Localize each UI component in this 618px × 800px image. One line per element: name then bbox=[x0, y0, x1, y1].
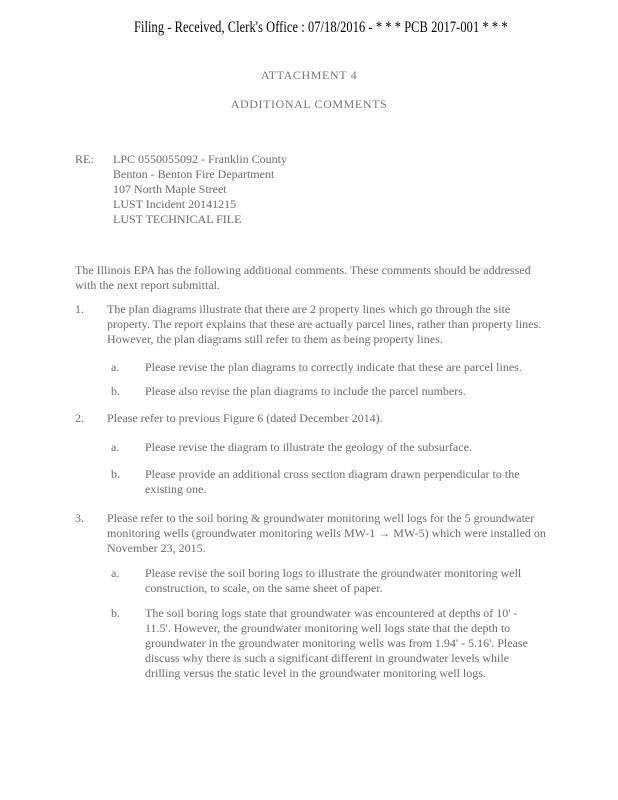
item-text: The plan diagrams illustrate that there are 2 property lines which go through the site property. The report explains that these are actually parcel lines, rather than property lines. However, the plan diagrams still refer to them as being property lines. bbox=[107, 302, 542, 346]
filing-stamp: Filing - Received, Clerk's Office : 07/18/2016 - * * * PCB 2017-001 * * * bbox=[134, 19, 508, 36]
item-text: Please refer to the soil boring & groundwater monitoring well logs for the 5 groundwater monitoring wells (groundwater monitoring wells MW-1 → MW-5) which were installed on November 23, 2015. bbox=[107, 511, 546, 555]
sub-text: Please revise the diagram to illustrate the geology of the subsurface. bbox=[145, 440, 472, 454]
sub-text: Please also revise the plan diagrams to include the parcel numbers. bbox=[145, 384, 466, 398]
re-line: LUST TECHNICAL FILE bbox=[113, 212, 242, 226]
comments-title: ADDITIONAL COMMENTS bbox=[230, 97, 388, 111]
re-line: LUST Incident 20141215 bbox=[113, 197, 237, 211]
sub-text: Please provide an additional cross section diagram drawn perpendicular to the existing one. bbox=[145, 467, 520, 496]
sub-text: Please revise the soil boring logs to illustrate the groundwater monitoring well construction, to scale, on the same sheet of paper. bbox=[145, 566, 522, 595]
sub-letter: b. bbox=[111, 606, 120, 620]
sub-letter: a. bbox=[111, 566, 120, 580]
attachment-title: ATTACHMENT 4 bbox=[260, 68, 358, 82]
re-line: Benton - Benton Fire Department bbox=[113, 167, 275, 181]
re-line: 107 North Maple Street bbox=[113, 182, 227, 196]
sub-text: The soil boring logs state that groundwater was encountered at depths of 10' - 11.5'. However, the groundwater monitoring well logs state that the depth to groundwater in the groundwater monitoring wells was from 1.94' - 5.16'. Please discuss why there is such a significant different in groundwater levels while drilling versus the static level in the groundwater monitoring well logs. bbox=[145, 606, 528, 680]
sub-text: Please revise the plan diagrams to correctly indicate that these are parcel lines. bbox=[145, 360, 522, 374]
re-line: LPC 0550055092 - Franklin County bbox=[113, 152, 288, 166]
item-number: 1. bbox=[75, 302, 84, 316]
item-text: Please refer to previous Figure 6 (dated December 2014). bbox=[107, 411, 383, 425]
intro-paragraph: The Illinois EPA has the following additional comments. These comments should be addressed with the next report submittal. bbox=[75, 263, 531, 292]
sub-letter: a. bbox=[111, 360, 120, 374]
item-number: 3. bbox=[75, 511, 84, 525]
sub-letter: b. bbox=[111, 467, 120, 481]
re-block bbox=[113, 152, 287, 227]
re-label: RE: bbox=[75, 152, 94, 166]
item-number: 2. bbox=[75, 411, 84, 425]
sub-letter: b. bbox=[111, 384, 120, 398]
sub-letter: a. bbox=[111, 440, 120, 454]
